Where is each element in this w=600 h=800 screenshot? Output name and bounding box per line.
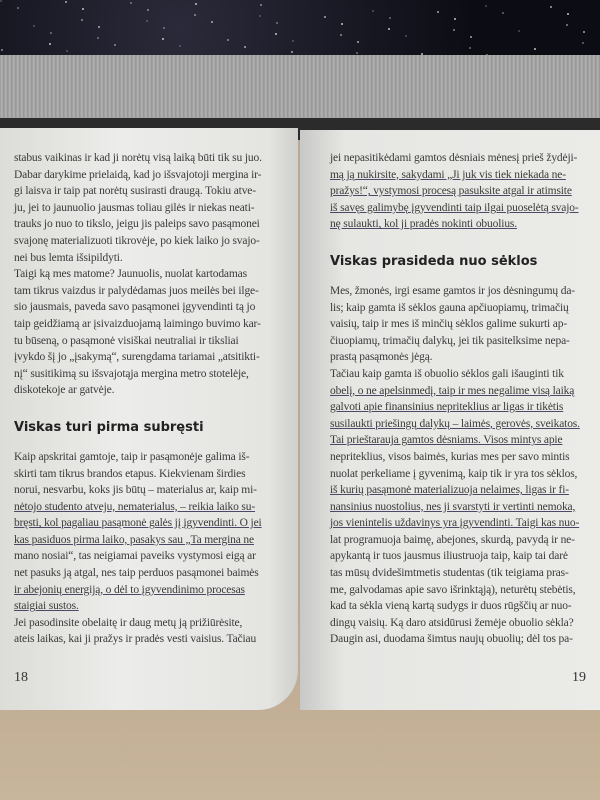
- text-line: trauks jo nuo to tikslo, jeigu jis paleips savo pasąmonei: [14, 218, 260, 231]
- star: [534, 48, 536, 50]
- star: [405, 35, 407, 37]
- star: [194, 14, 196, 16]
- star: [49, 43, 51, 45]
- star: [357, 41, 359, 43]
- text-line: diskotekoje ar gatvėje.: [14, 384, 115, 397]
- star: [195, 3, 197, 5]
- star: [291, 51, 293, 53]
- text-line: taip geidžiamą ar įsivaizduojamą laimingo buvimo kar-: [14, 317, 261, 330]
- text-line: susilaukti priešingų dalykų – laimės, gerovės, sveikatos.: [330, 417, 580, 430]
- text-line: stabus vaikinas ir kad ji norėtų visą laiką būti tik su juo.: [14, 152, 262, 164]
- text-line: tu būseną, o pasąmonė visiškai neutraliai ir tiksliai: [14, 334, 239, 347]
- text-line: kas pasiduos pirma laiko, pasakys sau „Ta mergina ne: [14, 533, 254, 546]
- text-line: nei bus lemta išsipildyti.: [14, 251, 123, 264]
- text-line: staigiai sustos.: [14, 600, 79, 613]
- star: [341, 23, 343, 25]
- text-line: Tačiau kaip gamta iš obuolio sėklos gali išauginti tik: [330, 367, 564, 380]
- text-line: nuolat perkeliame į gyvenimą, kaip tik ir yra tos sėklos,: [330, 467, 578, 480]
- star: [244, 46, 246, 48]
- text-line: ir abejonių energiją, o dėl to įgyvendinimo procesas: [14, 583, 245, 596]
- star: [33, 25, 35, 27]
- star: [470, 36, 472, 38]
- text-line: Mes, žmonės, irgi esame gamtos ir jos dėsningumų da-: [330, 284, 575, 297]
- text-line: nansinius nuostolius, nes ji svarstyti ir vertinti nemoka,: [330, 500, 576, 513]
- text-line: vaisių, taip ir mes iš minčių sėklos galime sukurti ap-: [330, 318, 568, 331]
- star: [130, 2, 132, 4]
- star: [147, 9, 149, 11]
- star: [566, 24, 568, 26]
- section-heading: Viskas turi pirma subręsti: [14, 419, 204, 435]
- text-line: bręsti, kol pagaliau pasąmonė galės jį įgyvendinti. O jei: [14, 517, 262, 530]
- star: [550, 6, 552, 8]
- text-block: [330, 283, 586, 648]
- text-line: dingų vaisių. Ką daro atsidūrusi žemėje obuolio sėkla?: [330, 616, 574, 629]
- text-line: pražys!“, vystymosi procesą pasuksite atgal ir atimsite: [330, 185, 572, 198]
- star: [66, 50, 68, 52]
- star: [372, 10, 374, 12]
- text-block: [330, 150, 586, 233]
- star: [437, 11, 439, 13]
- star: [485, 5, 487, 7]
- text-line: net pasuks ją atgal, nes taip perduos pasąmonei baimės: [14, 567, 259, 580]
- text-line: Jei pasodinsite obelaitę ir daug metų ją prižiūrėsite,: [14, 616, 243, 629]
- star: [146, 20, 148, 22]
- right-page: [300, 130, 600, 710]
- star: [340, 34, 342, 36]
- text-line: mano nosiai“, tas neigiamai paveiks vystymosi eigą ar: [14, 550, 256, 563]
- star: [162, 38, 164, 40]
- text-line: nį“ susitikimą su išsvajotąja mergina metro stotelėje,: [14, 367, 249, 380]
- star: [583, 31, 585, 33]
- text-line: įvykdo šį jo „įsakymą“, surengdama tariamai „atsitikti-: [14, 351, 260, 364]
- text-line: ateis laikas, kai ji pražys ir pradės vesti vaisius. Tačiau: [14, 633, 257, 646]
- text-line: lis; kaip gamta iš sėklos gauna apčiuopiamų, trimačių: [330, 301, 569, 314]
- text-line: Tai prieštarauja gamtos dėsniams. Visos mintys apie: [330, 434, 563, 447]
- text-line: nę sulaukti, kol ji pradės nokinti obuolius.: [330, 218, 517, 231]
- text-line: sio jausmais, paveda savo pasąmonei įgyvendinti tą jo: [14, 301, 256, 314]
- text-line: skirti tam tikrus brandos etapus. Kiekvienam širdies: [14, 467, 246, 480]
- text-line: svajonę materializuoti tikrovėje, po kiek laiko jo svajo-: [14, 234, 260, 247]
- star: [275, 33, 277, 35]
- star: [81, 19, 83, 21]
- star: [454, 18, 456, 20]
- text-line: mą ją nukirsite, sakydami „Ji juk vis tiek niekada ne-: [330, 168, 566, 181]
- star: [502, 12, 504, 14]
- text-block: [14, 449, 284, 648]
- text-line: čiuopiamų, trimačių dalykų, jei tik pasitelksime nepa-: [330, 334, 570, 347]
- text-line: ju, jei to jaunuolio jausmas toliau gilės ir niekas neati-: [14, 201, 255, 214]
- text-line: galvoti apie finansinius nepriteklius ar ligas ir tikėtis: [330, 401, 564, 414]
- star: [97, 37, 99, 39]
- star: [453, 29, 455, 31]
- text-line: jos vienintelis uždavinys yra įgyvendinti. Taigi kas nuo-: [330, 517, 580, 530]
- star: [389, 17, 391, 19]
- star: [98, 26, 100, 28]
- page-number: 19: [572, 670, 586, 686]
- text-line: nėtojo studento atveju, nematerialus, – reikia laiko su-: [14, 500, 256, 513]
- star: [17, 7, 19, 9]
- text-line: tam tikrus vaizdus ir palydėdamas juos meilės bei ilge-: [14, 284, 259, 297]
- text-line: Taigi ką mes matome? Jaunuolis, nuolat kartodamas: [14, 268, 247, 281]
- star: [260, 4, 262, 6]
- text-line: jei nepasitikėdami gamtos dėsniais mėnesį prieš žydėji-: [330, 152, 578, 164]
- star: [567, 13, 569, 15]
- star: [114, 44, 116, 46]
- star: [356, 52, 358, 54]
- star: [163, 27, 165, 29]
- star: [388, 28, 390, 30]
- left-page: [0, 128, 298, 710]
- text-line: Dabar darykime prielaidą, kad jo išsvajotoji mergina ir-: [14, 168, 262, 181]
- text-line: me, galvodamas apie savo išrinktąją), neturėtų stebėtis,: [330, 583, 576, 596]
- star: [179, 45, 181, 47]
- text-line: gi laisva ir taip pat norėtų susirasti draugą. Tokiu atve-: [14, 185, 256, 198]
- star: [0, 0, 2, 2]
- star: [211, 21, 213, 23]
- star: [276, 22, 278, 24]
- star: [518, 30, 520, 32]
- text-line: nepriteklius, visos baimės, kurias mes per savo mintis: [330, 450, 570, 463]
- text-line: apykantą ir tuos jausmus iliustruoja taip, kaip tai darė: [330, 550, 568, 563]
- star: [1, 49, 3, 51]
- text-line: iš savęs galimybę įgyvendinti taip ilgai puoselėtą svajo-: [330, 201, 579, 214]
- star: [65, 1, 67, 3]
- star: [227, 39, 229, 41]
- star: [469, 47, 471, 49]
- star: [50, 32, 52, 34]
- star: [259, 15, 261, 17]
- text-line: prastą pasąmonės jėgą.: [330, 351, 433, 364]
- text-block: [14, 150, 284, 399]
- text-line: norui, nesvarbu, koks jis būtų – materialus ar, kaip mi-: [14, 484, 257, 497]
- star: [324, 16, 326, 18]
- text-line: Kaip apskritai gamtoje, taip ir pasąmonėje galima iš-: [14, 450, 250, 463]
- star: [582, 42, 584, 44]
- star: [82, 8, 84, 10]
- text-line: lat programuoja baimę, abejones, skurdą, pavydą ir ne-: [330, 533, 575, 546]
- section-heading: Viskas prasideda nuo sėklos: [330, 253, 538, 269]
- text-line: tas mūsų dvidešimtmetis studentas (tik teigiama pras-: [330, 567, 569, 580]
- text-line: obelį, o ne apelsinmedį, taip ir mes negalime visą laiką: [330, 384, 575, 397]
- star: [292, 40, 294, 42]
- page-number: 18: [14, 670, 28, 686]
- text-line: iš kurių pasąmonė materializuoja nelaimes, ligas ir fi-: [330, 484, 569, 497]
- text-line: kad ta sėkla vieną kartą sudygs ir duos rūgščių ar nuo-: [330, 600, 572, 613]
- text-line: Daugin asi, duodama šimtus naujų obuolių; dėl tos pa-: [330, 633, 573, 646]
